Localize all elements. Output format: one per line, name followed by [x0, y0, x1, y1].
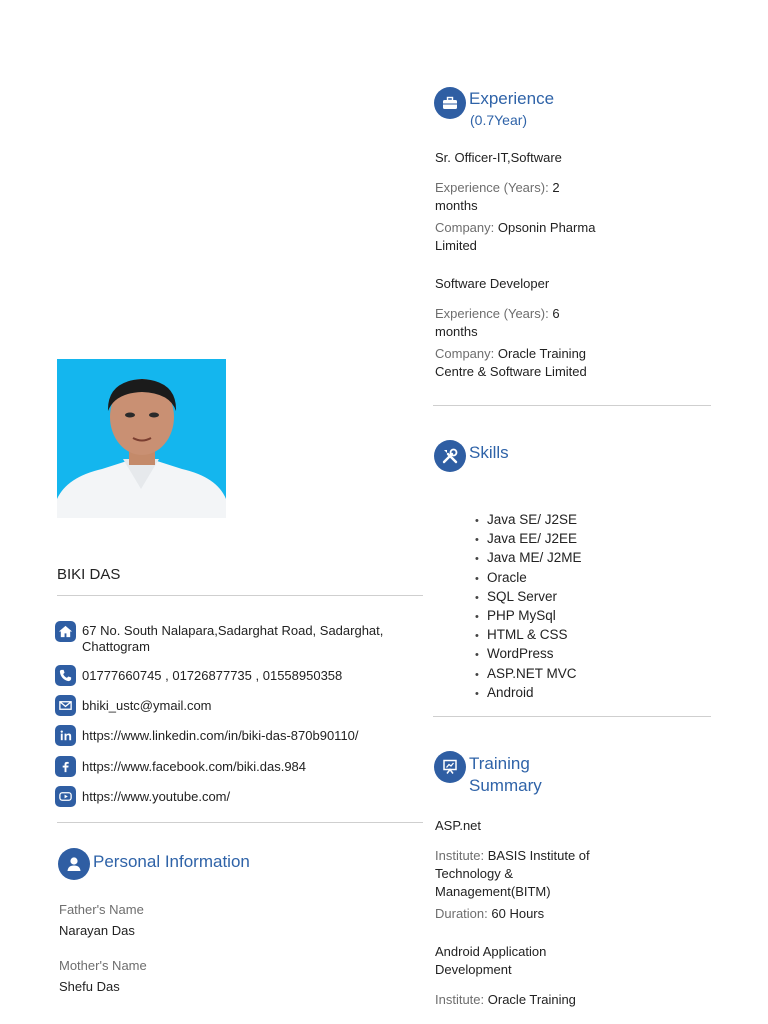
job-company	[435, 219, 615, 255]
institute-label: Institute:	[435, 992, 485, 1007]
email-icon	[55, 695, 76, 716]
skill-item: • HTML & CSS	[475, 626, 582, 645]
experience-years-value: 2 months	[435, 180, 560, 213]
phone-numbers: 01777660745 , 01726877735 , 01558950358	[82, 668, 343, 683]
company-label: Company:	[435, 220, 495, 235]
company-label: Company:	[435, 346, 495, 361]
skill-item: • Java ME/ J2ME	[475, 549, 582, 568]
job-duration	[435, 179, 595, 215]
training-icon	[434, 751, 466, 783]
experience-years-value: 6 months	[435, 306, 560, 339]
personal-information-heading: Personal Information	[93, 852, 250, 871]
skills-list	[475, 511, 582, 703]
phone-icon	[55, 665, 76, 686]
duration-label: Duration:	[435, 906, 488, 921]
youtube-icon	[55, 786, 76, 807]
skills-heading: Skills	[469, 443, 509, 462]
skill-item: • PHP MySql	[475, 607, 582, 626]
experience-heading: Experience	[469, 89, 555, 108]
skill-item: • Oracle	[475, 569, 582, 588]
home-icon	[55, 621, 76, 642]
skill-item: • Java SE/ J2SE	[475, 511, 582, 530]
skill-item: • WordPress	[475, 645, 582, 664]
skill-item: • Java EE/ J2EE	[475, 530, 582, 549]
fathers-name-label: Father's Name	[59, 902, 144, 917]
mothers-name-label: Mother's Name	[59, 958, 147, 973]
email-link[interactable]: bhiki_ustc@ymail.com	[82, 698, 212, 713]
company-value: Opsonin Pharma Limited	[435, 220, 596, 253]
training-duration	[435, 905, 544, 923]
skill-item: • SQL Server	[475, 588, 582, 607]
training-heading-line2: Summary	[469, 776, 542, 795]
profile-photo	[57, 359, 226, 518]
duration-value: 60 Hours	[491, 906, 545, 921]
candidate-name: BIKI DAS	[57, 566, 121, 583]
training-institute	[435, 991, 615, 1009]
experience-total: (0.7Year)	[470, 112, 528, 128]
job-position: Software Developer	[435, 276, 550, 291]
facebook-icon	[55, 756, 76, 777]
experience-years-label: Experience (Years):	[435, 180, 549, 195]
profile-photo-image	[57, 359, 226, 518]
linkedin-link[interactable]: https://www.linkedin.com/in/biki-das-870b90110/	[82, 728, 359, 743]
youtube-link[interactable]: https://www.youtube.com/	[82, 789, 231, 804]
training-heading	[469, 753, 542, 797]
company-value: Oracle Training Centre & Software Limited	[435, 346, 587, 379]
training-heading-line1: Training	[469, 754, 530, 773]
institute-label: Institute:	[435, 848, 485, 863]
training-name: ASP.net	[435, 818, 482, 833]
institute-value: Oracle Training	[487, 992, 576, 1007]
divider	[433, 716, 711, 717]
institute-value: BASIS Institute of Technology & Management(BITM)	[435, 848, 590, 899]
linkedin-icon	[55, 725, 76, 746]
facebook-link[interactable]: https://www.facebook.com/biki.das.984	[82, 759, 307, 774]
training-institute	[435, 847, 610, 901]
divider	[57, 822, 423, 823]
job-duration	[435, 305, 595, 341]
briefcase-icon	[434, 87, 466, 119]
job-position: Sr. Officer-IT,Software	[435, 150, 562, 165]
skill-item: • ASP.NET MVC	[475, 665, 582, 684]
address-text: 67 No. South Nalapara,Sadarghat Road, Sadarghat, Chattogram	[82, 623, 384, 654]
skill-item: • Android	[475, 684, 582, 703]
training-name: Android Application Development	[435, 944, 547, 977]
experience-years-label: Experience (Years):	[435, 306, 549, 321]
job-company	[435, 345, 610, 381]
mothers-name-value: Shefu Das	[59, 979, 120, 994]
divider	[57, 595, 423, 596]
fathers-name-value: Narayan Das	[59, 923, 135, 938]
divider	[433, 405, 711, 406]
person-icon	[58, 848, 90, 880]
tools-icon	[434, 440, 466, 472]
